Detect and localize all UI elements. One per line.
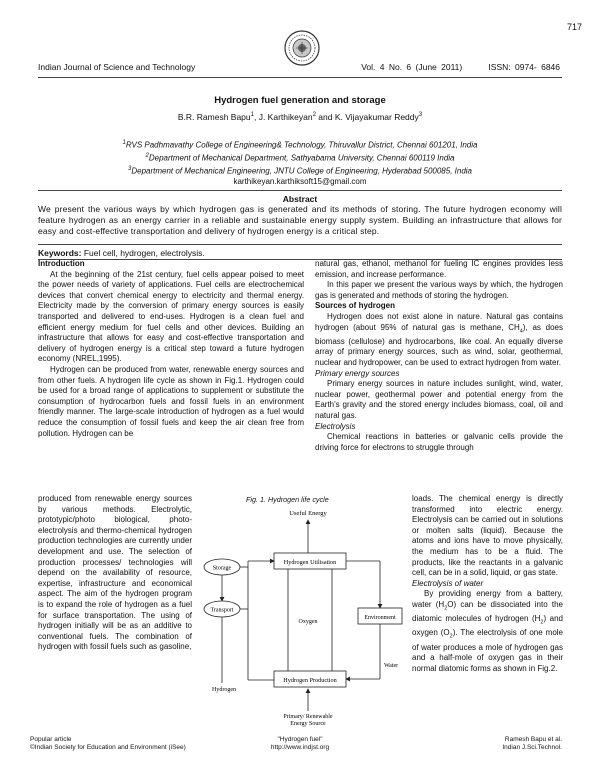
short-title: "Hydrogen fuel" [277,736,323,743]
intro-paragraph-1: At the beginning of the 21st century, fuel cells appear poised to meet the power needs of variety of applications. Fuel cells are electrochemical devices that convert chemical energy to electricity and thermal energy. Electricity made by the conversion of primary energy sources is easily transported and delivered to end-uses. Hydrogen is a clean fuel and efficient energy medium for fuel cells and other devices. Building an infrastructure that allows for easy and cost-effective transportation and delivery of hydrogen energy is a critical step toward a future hydrogen economy (NREL,1995). [38,269,304,364]
storage-label: Storage [212,565,232,572]
affiliation-3: $^3$Department of Mechanical Engineering, JNTU College of Engineering, Hyderabad 500085, India [128,166,472,176]
column-2-bottom [412,494,563,674]
affiliations [0,138,600,188]
environment-label: Environment [364,615,396,621]
col2-paragraph-0: natural gas, ethanol, methanol for fueling IC engines provides less emission, and increase performance. [315,259,563,279]
primary-sources-paragraph: Primary energy sources in nature includes sunlight, wind, water, nuclear power, geothermal power and potential energy from the Earth's gravity and the stored energy includes biomass, coal, oil and natural gas. [315,379,563,420]
abstract-bottom-rule [38,244,562,245]
issue-info [361,62,560,72]
figure-caption: Fig. 1. Hydrogen life cycle [246,495,329,504]
water-electrolysis-heading: Electrolysis of water [412,578,484,588]
corresponding-email[interactable]: karthikeyan.karthiksoft15@gmail.com [233,177,367,187]
production-label: Hydrogen Production [283,677,337,684]
journal-seal-icon [284,30,320,66]
intro-paragraph-2-cont: produced from renewable energy sources by various methods. Electrolytic, prototypic/photo biological, photo-electrolysis and thermo-chemical hydrogen production technologies are currently under development and use. The selection of production processes/ technologies will depend on the availability of resource, expertise, infrastructure and economical aspect. The aim of the hydrogen program is to expand the role of hydrogen as a fuel for surface transportation. The using of hydrogen initially will be as an additive to conventional fuels. The combination of hydrogen with fossil fuels such as gasoline, [38,494,192,652]
footer-right [502,736,562,752]
sources-heading: Sources of hydrogen [315,301,396,311]
col2-paragraph-1: In this paper we present the various ways by which, the hydrogen gas is generated and methods of storing the hydrogen. [315,280,563,300]
journal-name: Indian Journal of Science and Technology [38,62,196,72]
water-electrolysis-paragraph: By providing energy from a battery, water $(H_2O)$ can be dissociated into the diatomic molecules of hydrogen $(H_2)$ and oxygen $(O_2)$. The electrolysis of one mole of water produces a mole of hydrogen gas and a half-mole of oxygen gas in their normal diatomic forms as shown in Fig.2. [412,589,564,673]
column-1-bottom [38,494,192,653]
intro-paragraph-2: Hydrogen can be produced from water, renewable energy sources and from other fuels. A hydrogen life cycle as shown in Fig.1. Hydrogen could be used for a broad range of applications to supplement or substitute the consumption of hydrocarbon fuels and fossil fuels in an environment friendly manner. The large-scale introduction of hydrogen as a fuel would reduce the consumption of fossil fuels and keep the air clean free from pollution. Hydrogen can be [38,364,304,438]
running-author: Ramesh Bapu et al. [504,736,562,743]
utilization-label: Hydrogen Utilisation [283,559,337,566]
abstract-text: We present the various ways by which hydrogen gas is generated and its methods of storing. The future hydrogen economy will feature hydrogen as an energy carrier in a reliable and sustainable energy supply system. Building an infrastructure that allows for easy and cost-effective transportation and delivery of hydrogen energy is a critical step. [38,204,562,236]
copyright: ©Indian Society for Education and Environment (iSee) [30,744,186,751]
affiliation-2: $^2$Department of Mechanical Department, Sathyabama University, Chennai 600119 India [145,153,455,163]
keywords-label: Keywords: [38,248,82,258]
journal-url[interactable]: http://www.indjst.org [270,744,330,751]
primary-source-label-2: Energy Source [290,721,326,727]
keywords-text: Fuel cell, hydrogen, electrolysis. [81,248,205,258]
electrolysis-paragraph-cont: loads. The chemical energy is directly transformed into electric energy. Electrolysis can be carried out in solutions or molten salts (liquid). Because the atoms and ions have to move physically, the medium has to be a fluid. The products, like the reactants in a galvanic cell, can be in a solid, liquid, or gas state. [412,494,563,578]
paper-title: Hydrogen fuel generation and storage [214,95,386,106]
primary-source-label-1: Primary/ Renewable [283,714,333,720]
issue-volume: Vol. 4 No. 6 (June 2011) [361,62,463,72]
oxygen-label: Oxygen [298,619,318,625]
issn: ISSN: 0974- 6846 [488,62,560,72]
header-rule [38,77,562,78]
hydrogen-label: Hydrogen [212,687,236,693]
abstract-top-rule [38,190,562,191]
electrolysis-paragraph: Chemical reactions in batteries or galvanic cells provide the driving force for electrons to struggle through [315,432,563,452]
journal-abbrev: Indian J.Sci.Technol. [502,744,562,751]
keywords [38,248,205,258]
intro-heading: Introduction [38,259,85,268]
useful-energy-label: Useful Energy [289,510,327,517]
paper-authors: B.R. Ramesh Bapu$^1$, J. Karthikeyan$^2$ and K. Vijayakumar Reddy$^3$ [177,112,423,122]
water-label: Water [384,663,399,669]
affiliation-1: $^1$RVS Padhmavathy College of Engineering& Technology, Thiruvallur District, Chennai 601201, India [122,140,478,150]
hydrogen-life-cycle-diagram [200,505,408,727]
transport-label: Transport [210,607,234,614]
abstract-heading: Abstract [282,194,318,204]
electrolysis-heading: Electrolysis [315,421,356,431]
page-number: 717 [566,22,582,32]
sources-paragraph: Hydrogen does not exist alone in nature. Natural gas contains hydrogen (about 95% of natural gas is methane, $CH_4$), as does biomass (cellulose) and hydrocarbons, like coal. An equally diverse array of primary energy sources, such as wind, solar, geothermal, nuclear and hydropower, can be used to extract hydrogen from water. [315,311,563,367]
column-2-top [315,259,563,453]
article-type: Popular article [30,736,72,743]
column-1-top [38,259,304,439]
primary-sources-heading: Primary energy sources [315,368,400,378]
